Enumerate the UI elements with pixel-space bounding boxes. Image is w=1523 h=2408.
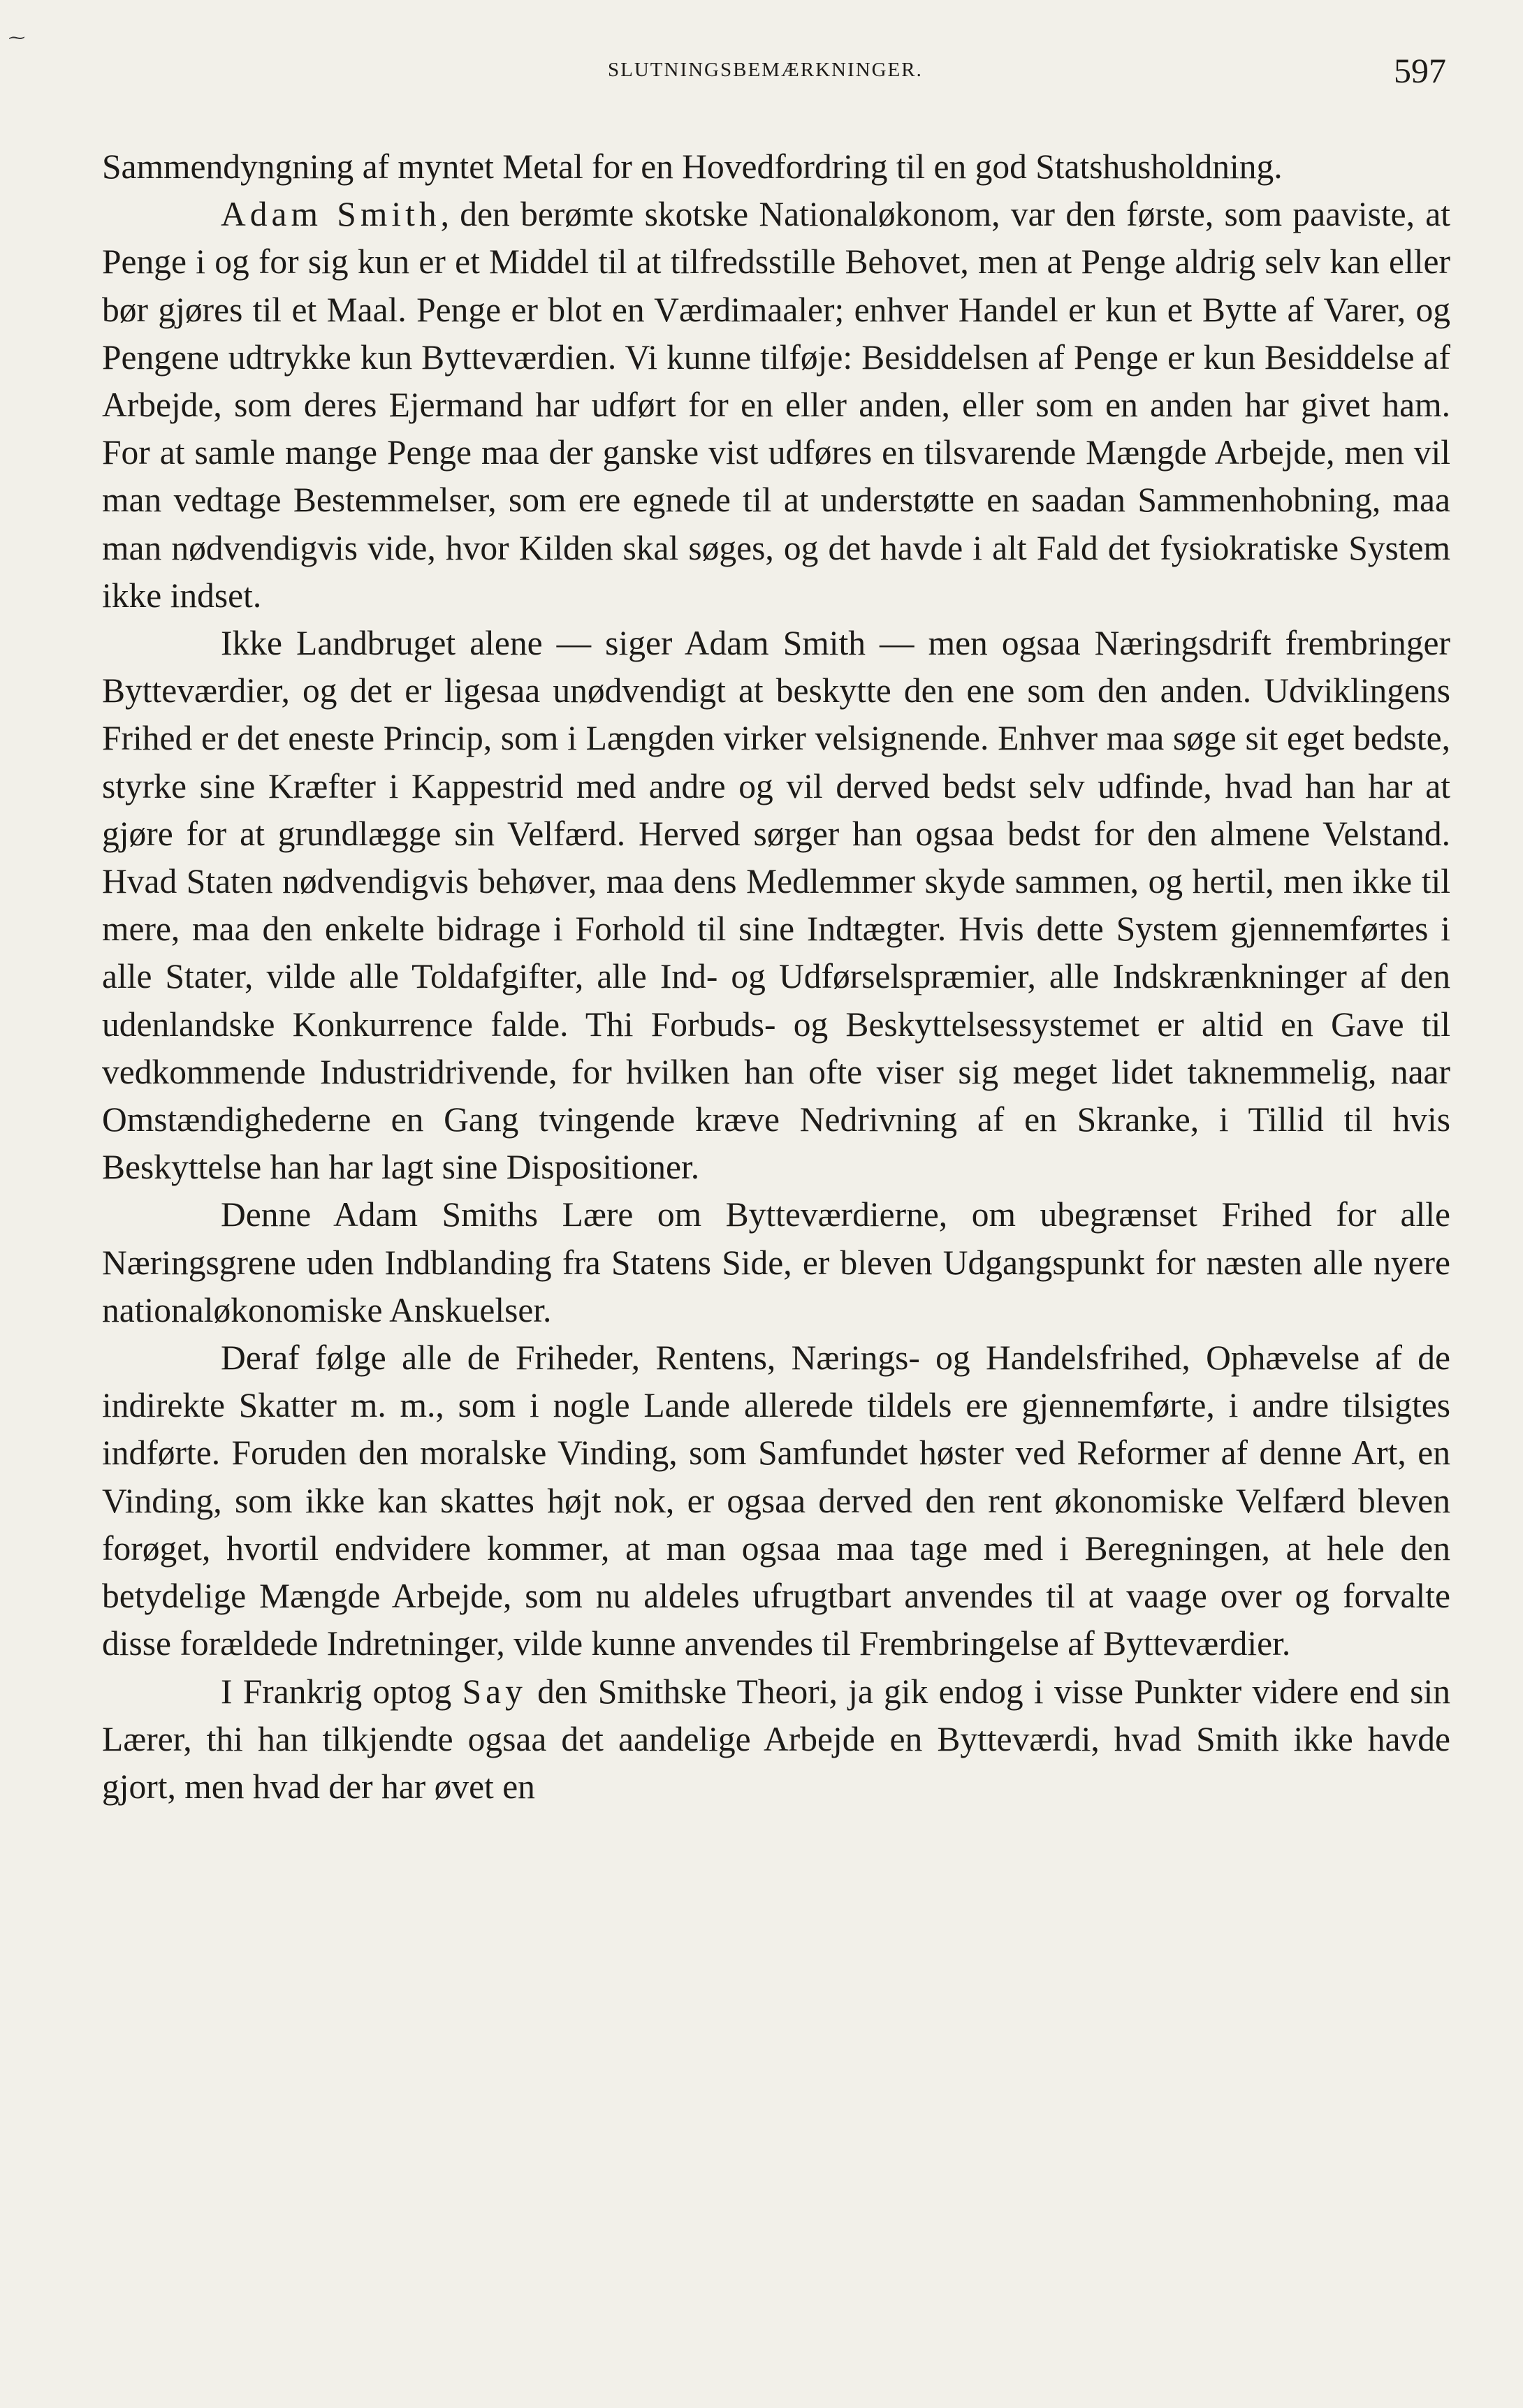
paragraph-6-lead: Say — [462, 1672, 527, 1711]
paragraph-2 — [102, 191, 1450, 620]
paragraph-5 — [102, 1334, 1450, 1668]
paragraph-4 — [102, 1191, 1450, 1334]
body-text — [102, 143, 1450, 1811]
paragraph-6 — [102, 1668, 1450, 1811]
paragraph-2-text: , den berømte skotske Nationaløkonom, var den første, som paaviste, at Penge i og for sig kun er et Middel til at tilfredsstille Behovet, men at Penge aldrig selv kan eller bør gjøres til et Maal. Penge er blot en Værdimaaler; enhver Handel er kun et Bytte af Varer, og Pengene udtrykke kun Bytteværdien. Vi kunne tilføje: Besiddelsen af Penge er kun Besiddelse af Arbejde, som deres Ejermand har udført for en eller anden, eller som en anden har givet ham. For at samle mange Penge maa der ganske vist udføres en tilsvarende Mængde Arbejde, men vil man vedtage Bestemmelser, som ere egnede til at understøtte en saadan Sammenhobning, maa man nødvendigvis vide, hvor Kilden skal søges, og det havde i alt Fald det fysiokratiske System ikke indset. — [102, 195, 1450, 615]
paragraph-1-text: Sammendyngning af myntet Metal for en Hovedfordring til en god Statshusholdning. — [102, 147, 1283, 186]
paragraph-2-lead: Adam Smith — [221, 195, 441, 234]
paragraph-3-text: Ikke Landbruget alene — siger Adam Smith — men ogsaa Næringsdrift frembringer Bytteværdier, og det er ligesaa unødvendigt at beskytte den ene som den anden. Udviklingens Frihed er det eneste Princip, som i Længden virker velsignende. Enhver maa søge sit eget bedste, styrke sine Kræfter i Kappestrid med andre og vil derved bedst selv udfinde, hvad han har at gjøre for at grundlægge sin Velfærd. Herved sørger han ogsaa bedst for den almene Velstand. Hvad Staten nødvendigvis behøver, maa dens Medlemmer skyde sammen, og hertil, men ikke til mere, maa den enkelte bidrage i Forhold til sine Indtægter. Hvis dette System gjennemførtes i alle Stater, vilde alle Toldafgifter, alle Ind- og Udførselspræmier, alle Indskrænkninger af den udenlandske Konkurrence falde. Thi Forbuds- og Beskyttelsessystemet er altid en Gave til vedkommende Industridrivende, for hvilken han ofte viser sig meget lidet taknemmelig, naar Omstændighederne en Gang tvingende kræve Nedrivning af en Skranke, i Tillid til hvis Beskyttelse han har lagt sine Dispositioner. — [102, 624, 1450, 1187]
paragraph-1 — [102, 143, 1450, 191]
page-number: 597 — [1394, 51, 1446, 90]
paragraph-6-pre: I Frankrig optog — [221, 1672, 462, 1711]
paragraph-5-text: Deraf følge alle de Friheder, Rentens, Nærings- og Handelsfrihed, Ophævelse af de indirekte Skatter m. m., som i nogle Lande allerede tildels ere gjennemførte, i andre tilsigtes indførte. Foruden den moralske Vinding, som Samfundet høster ved Reformer af denne Art, en Vinding, som ikke kan skattes højt nok, er ogsaa derved den rent økonomiske Velfærd bleven forøget, hvortil endvidere kommer, at man ogsaa maa tage med i Beregningen, at hele den betydelige Mængde Arbejde, som nu aldeles ufrugtbart anvendes til at vaage over og forvalte disse forældede Indretninger, vilde kunne anvendes til Frembringelse af Bytteværdier. — [102, 1338, 1450, 1663]
running-title: SLUTNINGSBEMÆRKNINGER. — [608, 59, 923, 81]
paragraph-6-text: den Smithske Theori, ja gik endog i visse Punkter videre end sin Lærer, thi han tilkjendte ogsaa det aandelige Arbejde en Bytteværdi, hvad Smith ikke havde gjort, men hvad der har øvet en — [102, 1672, 1450, 1806]
paragraph-3 — [102, 620, 1450, 1191]
paragraph-4-text: Denne Adam Smiths Lære om Bytteværdierne, om ubegrænset Frihed for alle Næringsgrene uden Indblanding fra Statens Side, er bleven Udgangspunkt for næsten alle nyere nationaløkonomiske Anskuelser. — [102, 1195, 1450, 1329]
corner-mark: ⁓ — [8, 29, 25, 48]
